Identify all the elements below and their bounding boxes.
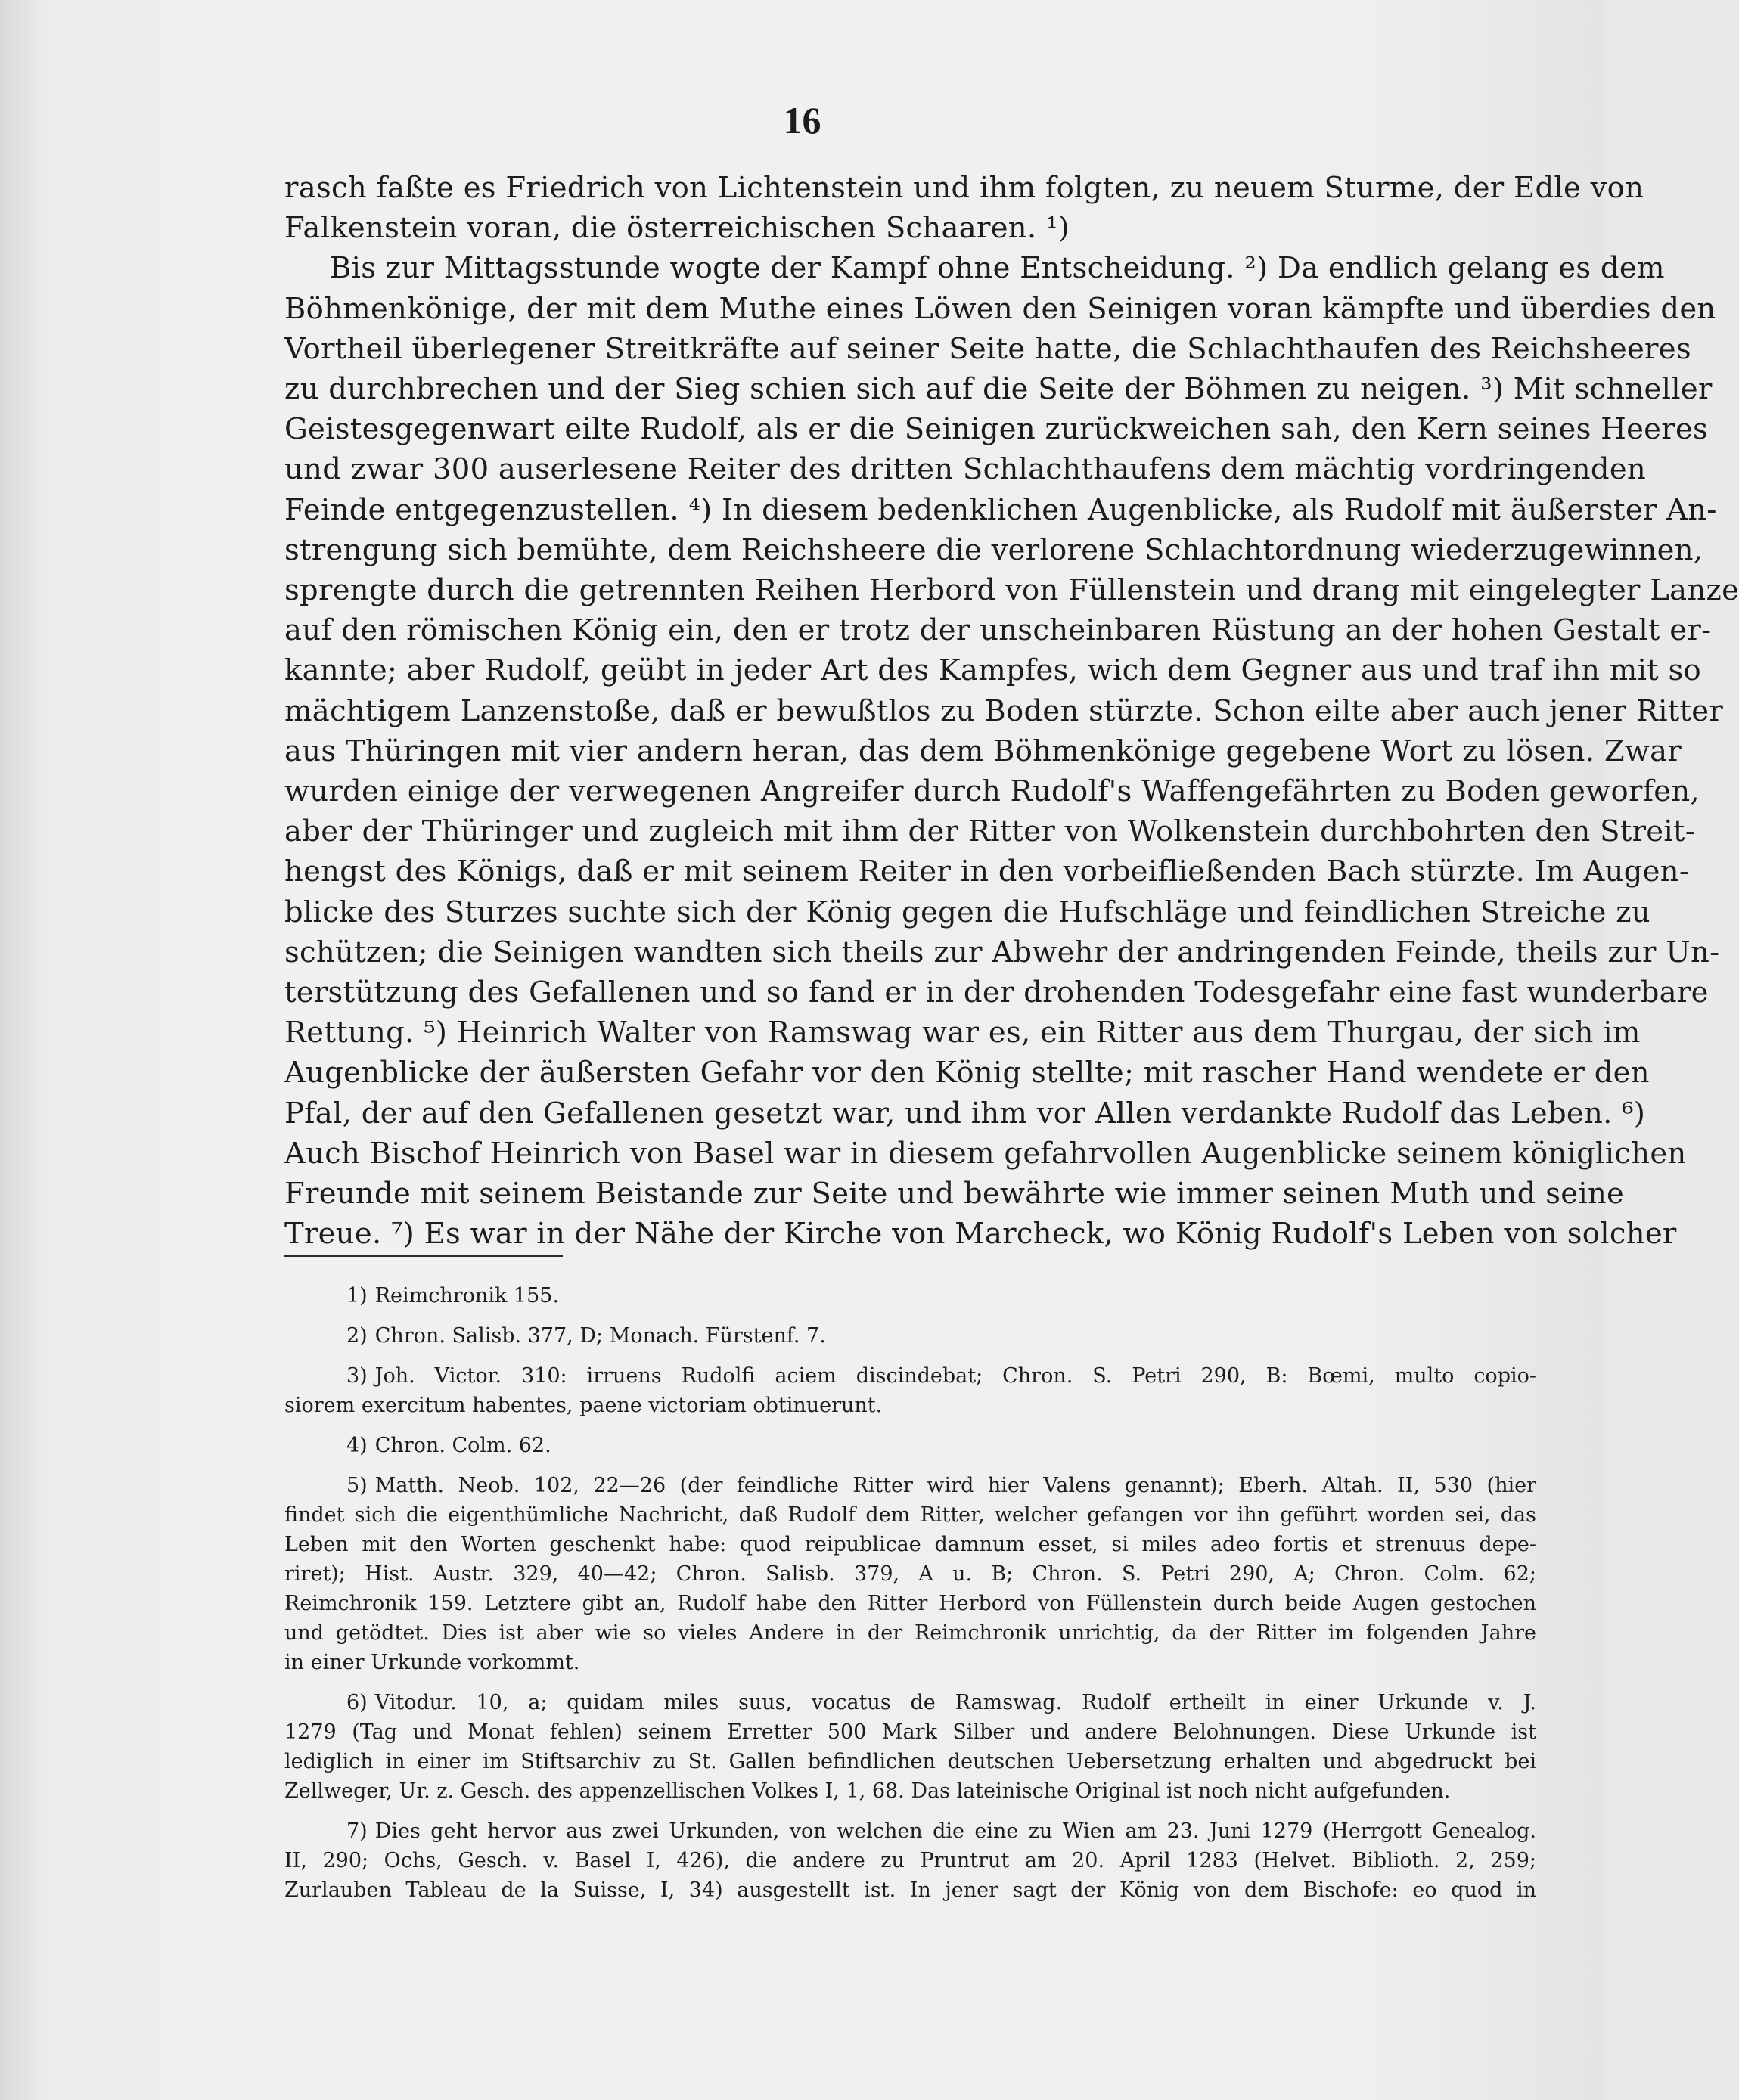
footnote-number: 6) [346, 1691, 368, 1714]
body-line: zu durchbrechen und der Sieg schien sich auf die Seite der Böhmen zu neigen. ³) Mit schneller [284, 372, 1713, 407]
footnote [284, 1321, 1536, 1351]
footnote-number: 7) [346, 1819, 368, 1843]
body-text [284, 168, 1739, 1254]
body-line: Vortheil überlegener Streitkräfte auf seiner Seite hatte, die Schlachthaufen des Reichsheeres [284, 331, 1691, 366]
body-line: Bis zur Mittagsstunde wogte der Kampf ohne Entscheidung. ²) Da endlich gelang es dem [330, 251, 1665, 286]
body-line: Pfal, der auf den Gefallenen gesetzt war, und ihm vor Allen verdankte Rudolf das Leben. ⁶) [284, 1096, 1646, 1131]
footnote-text: Chron. Colm. 62. [374, 1434, 551, 1457]
footnote-text: Chron. Salisb. 377, D; Monach. Fürstenf. 7. [374, 1324, 826, 1348]
body-line: Augenblicke der äußersten Gefahr vor den König stellte; mit rascher Hand wendete er den [284, 1056, 1650, 1090]
body-line: mächtigem Lanzenstoße, daß er bewußtlos zu Boden stürzte. Schon eilte aber auch jener Ritter [284, 693, 1724, 728]
body-line: Freunde mit seinem Beistande zur Seite und bewährte wie immer seinen Muth und seine [284, 1177, 1625, 1211]
footnote-text: 1279 (Tag und Monat fehlen) seinem Erretter 500 Mark Silber und andere Belohnungen. Diese Urkunde ist [284, 1720, 1536, 1744]
footnote-text: Joh. Victor. 310: irruens Rudolfi aciem discindebat; Chron. S. Petri 290, B: Bœmi, multo copio- [374, 1364, 1536, 1388]
body-line: Falkenstein voran, die österreichischen Schaaren. ¹) [284, 211, 1070, 246]
footnote-number: 1) [346, 1284, 368, 1307]
footnote-text: findet sich die eigenthümliche Nachricht, daß Rudolf dem Ritter, welcher gefangen vor ihn geführt worden sei, das [284, 1503, 1536, 1527]
footnote [284, 1688, 1536, 1806]
body-line: rasch faßte es Friedrich von Lichtenstein und ihm folgten, zu neuem Sturme, der Edle von [284, 171, 1644, 205]
body-line: strengung sich bemühte, dem Reichsheere die verlorene Schlachtordnung wiederzugewinnen, [284, 532, 1703, 567]
footnote-text: und getödtet. Dies ist aber wie so vieles Andere in der Reimchronik unrichtig, da der Ritter im folgenden Jahre [284, 1621, 1536, 1645]
body-line: terstützung des Gefallenen und so fand er in der drohenden Todesgefahr eine fast wunderbare [284, 976, 1709, 1010]
footnote-text: Vitodur. 10, a; quidam miles suus, vocatus de Ramswag. Rudolf ertheilt in einer Urkunde v. J. [374, 1691, 1536, 1714]
footnote-number: 4) [346, 1434, 368, 1457]
body-line: Auch Bischof Heinrich von Basel war in diesem gefahrvollen Augenblicke seinem königlichen [284, 1136, 1687, 1171]
body-line: sprengte durch die getrennten Reihen Herbord von Füllenstein und drang mit eingelegter Lanze [284, 573, 1739, 608]
footnote-text: Reimchronik 159. Letztere gibt an, Rudolf habe den Ritter Herbord von Füllenstein durch beide Augen gestochen [284, 1592, 1536, 1615]
footnote-text: Zurlauben Tableau de la Suisse, I, 34) ausgestellt ist. In jener sagt der König von dem Bischofe: eo quod in [284, 1878, 1536, 1902]
footnote-text: Zellweger, Ur. z. Gesch. des appenzellischen Volkes I, 1, 68. Das lateinische Original ist noch nicht aufgefunden. [284, 1779, 1451, 1803]
footnote [284, 1816, 1536, 1905]
footnote-text: riret); Hist. Austr. 329, 40—42; Chron. Salisb. 379, A u. B; Chron. S. Petri 290, A; Chron. Colm. 62; [284, 1562, 1536, 1586]
body-line: aus Thüringen mit vier andern heran, das dem Böhmenkönige gegebene Wort zu lösen. Zwar [284, 734, 1682, 768]
body-line: kannte; aber Rudolf, geübt in jeder Art des Kampfes, wich dem Gegner aus und traf ihn mit so [284, 653, 1702, 688]
body-line: hengst des Königs, daß er mit seinem Reiter in den vorbeifließenden Bach stürzte. Im Augen- [284, 855, 1690, 889]
footnote-text: Dies geht hervor aus zwei Urkunden, von welchen die eine zu Wien am 23. Juni 1279 (Herrgott Genealog. [374, 1819, 1536, 1843]
footnote-text: II, 290; Ochs, Gesch. v. Basel I, 426), die andere zu Pruntrut am 20. April 1283 (Helvet. Biblioth. 2, 259; [284, 1849, 1536, 1872]
body-line: Rettung. ⁵) Heinrich Walter von Ramswag war es, ein Ritter aus dem Thurgau, der sich im [284, 1016, 1641, 1050]
body-line: auf den römischen König ein, den er trotz der unscheinbaren Rüstung an der hohen Gestalt er- [284, 613, 1712, 648]
body-line: Böhmenkönige, der mit dem Muthe eines Löwen den Seinigen voran kämpfte und überdies den [284, 291, 1716, 326]
body-line: Geistesgegenwart eilte Rudolf, als er die Seinigen zurückweichen sah, den Kern seines Heeres [284, 412, 1709, 447]
body-line: und zwar 300 auserlesene Reiter des dritten Schlachthaufens dem mächtig vordringenden [284, 452, 1647, 487]
footnotes [284, 1281, 1536, 1915]
body-line: aber der Thüringer und zugleich mit ihm der Ritter von Wolkenstein durchbohrten den Streit- [284, 814, 1696, 849]
footnote-separator [284, 1255, 563, 1257]
body-line: wurden einige der verwegenen Angreifer durch Rudolf's Waffengefährten zu Boden geworfen, [284, 774, 1700, 809]
footnote-text: Leben mit den Worten geschenkt habe: quod reipublicae damnum esset, si miles adeo fortis et strenuus depe- [284, 1533, 1536, 1556]
footnote [284, 1431, 1536, 1460]
body-line: Feinde entgegenzustellen. ⁴) In diesem bedenklichen Augenblicke, als Rudolf mit äußerster An- [284, 492, 1717, 527]
footnote-number: 2) [346, 1324, 368, 1348]
body-line: Treue. ⁷) Es war in der Nähe der Kirche von Marcheck, wo König Rudolf's Leben von solcher [284, 1217, 1677, 1252]
footnote-number: 5) [346, 1474, 368, 1497]
page-number: 16 [783, 99, 821, 141]
footnote [284, 1471, 1536, 1677]
footnote-text: Matth. Neob. 102, 22—26 (der feindliche Ritter wird hier Valens genannt); Eberh. Altah. II, 530 (hier [374, 1474, 1536, 1497]
footnote [284, 1361, 1536, 1420]
footnote-text: lediglich in einer im Stiftsarchiv zu St. Gallen befindlichen deutschen Uebersetzung erhalten und abgedruckt bei [284, 1750, 1536, 1773]
footnote-text: siorem exercitum habentes, paene victoriam obtinuerunt. [284, 1394, 883, 1417]
footnote-number: 3) [346, 1364, 368, 1388]
body-line: blicke des Sturzes suchte sich der König gegen die Hufschläge und feindlichen Streiche zu [284, 895, 1650, 929]
footnote-text: Reimchronik 155. [374, 1284, 560, 1307]
body-line: schützen; die Seinigen wandten sich theils zur Abwehr der andringenden Feinde, theils zur Un- [284, 935, 1720, 969]
footnote-text: in einer Urkunde vorkommt. [284, 1651, 580, 1674]
footnote [284, 1281, 1536, 1311]
